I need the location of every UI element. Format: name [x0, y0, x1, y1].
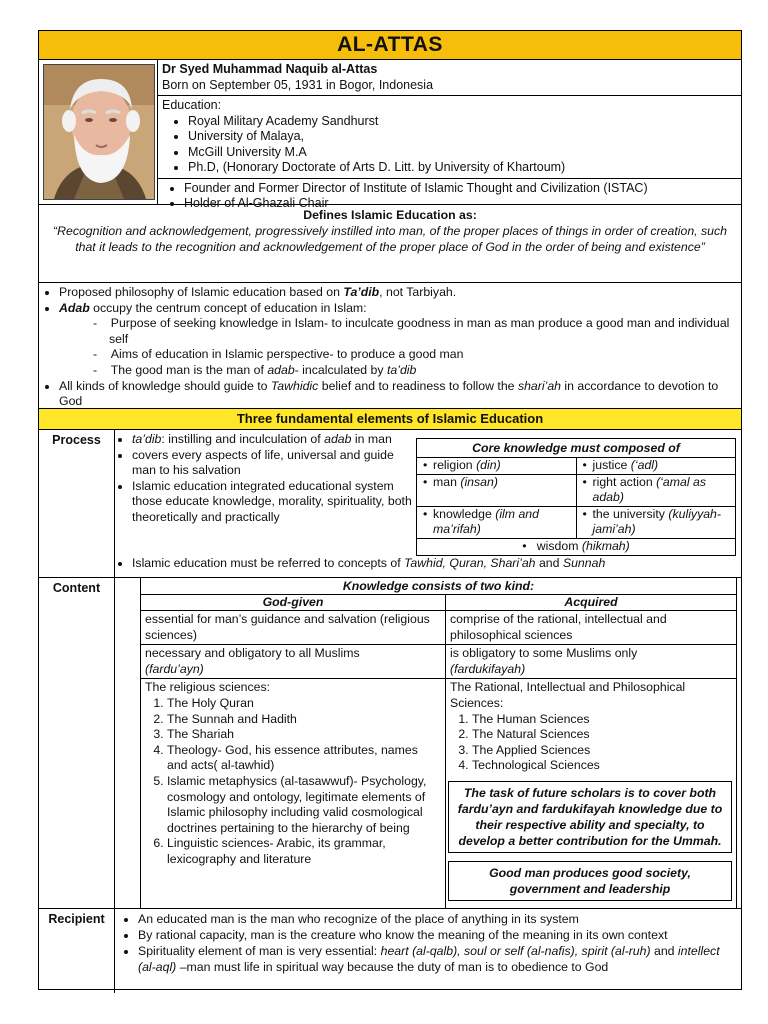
education-item: • Ph.D, (Honorary Doctorate of Arts D. Litt. by University of Khartoum) — [188, 160, 737, 176]
text: Aims of education in Islamic perspective- to produce a good man — [110, 347, 464, 362]
acquired-row — [446, 645, 736, 679]
philosophy-section — [39, 283, 741, 409]
god-given-column — [141, 595, 446, 908]
education-item: • McGill University M.A — [188, 145, 737, 161]
process-last — [118, 556, 741, 572]
term: Tawhidic — [270, 378, 319, 393]
content-body — [116, 578, 741, 908]
acquired-row: comprise of the rational, intellectual and philosophical sciences — [446, 611, 736, 645]
definition-section — [39, 205, 741, 283]
text: justice — [592, 458, 628, 472]
portrait-photo — [43, 64, 155, 200]
core-cell — [417, 507, 576, 538]
term: (ilm and ma’rifah) — [433, 506, 539, 537]
list-item: 3. The Shariah — [167, 727, 441, 743]
core-heading: Core knowledge must composed of — [417, 439, 735, 458]
core-knowledge-box — [416, 438, 736, 556]
philosophy-list — [43, 285, 737, 410]
education-item: • University of Malaya, — [188, 129, 737, 145]
text: Spirituality element of man is very essential: — [138, 944, 381, 958]
list-item: 1. The Holy Quran — [167, 696, 441, 712]
core-cell — [576, 458, 736, 474]
process-item: • Islamic education integrated educational system those educate knowledge, morality, spirituality, both theoretically and practically — [132, 479, 416, 526]
core-row — [417, 475, 735, 507]
term: (‘adl) — [630, 458, 659, 472]
bio-section — [39, 60, 741, 210]
list-intro: The religious sciences: — [145, 680, 271, 695]
text: necessary and obligatory to all Muslims — [145, 646, 360, 661]
core-cell — [417, 458, 576, 474]
term: ta’dib — [132, 432, 162, 446]
education-item: • Royal Military Academy Sandhurst — [188, 114, 737, 130]
list-item: 4. Theology- God, his essence attributes, names and acts( al-tawhid) — [167, 743, 441, 774]
term: (hikmah) — [581, 538, 630, 553]
text: The good man is the man of — [110, 362, 268, 377]
text: : instilling and inculculation of — [161, 432, 325, 446]
definition-heading: Defines Islamic Education as: — [303, 208, 477, 222]
core-cell — [576, 507, 736, 538]
process-item: • covers every aspects of life, universal and guide man to his salvation — [132, 448, 416, 479]
dash-item: - The good man is the man of adab- incalculated by ta’dib — [93, 362, 417, 377]
term: adab — [267, 362, 295, 377]
term: (kuliyyah-jami’ah) — [592, 506, 721, 537]
document-page — [38, 30, 742, 990]
core-row — [417, 507, 735, 539]
text: occupy the centrum concept of education in Islam: — [89, 300, 367, 315]
text: Purpose of seeking knowledge in Islam- to inculcate goodness in man as man produce a good man and individual self — [109, 316, 730, 346]
text: and — [650, 944, 678, 958]
scholars-note: The task of future scholars is to cover both fardu’ayn and fardukifayah knowledge due to their respective ability and specialty, to develop a better contribution for the Ummah. — [448, 781, 732, 853]
page-title: AL-ATTAS — [39, 31, 741, 60]
bio-identity — [158, 60, 741, 96]
role-item: • Holder of Al-Ghazali Chair — [184, 196, 737, 212]
term: (insan) — [460, 474, 498, 489]
god-given-row — [141, 645, 445, 679]
process-section — [39, 430, 741, 578]
text: man — [433, 474, 457, 489]
philosophy-item — [59, 379, 737, 410]
education-list — [162, 114, 737, 176]
text: All kinds of knowledge should guide to — [59, 378, 271, 393]
recipient-label: Recipient — [39, 909, 115, 993]
recipient-section — [39, 909, 741, 993]
text: Proposed philosophy of Islamic education based on — [59, 285, 344, 299]
roles-list — [162, 181, 737, 212]
recipient-list — [116, 909, 741, 977]
text: in man — [351, 432, 392, 446]
text: and — [535, 556, 563, 570]
content-label: Content — [39, 578, 115, 908]
text: in accordance to devotion to God — [59, 378, 719, 409]
religious-sciences — [141, 679, 445, 868]
knowledge-heading: Knowledge consists of two kind: — [141, 578, 736, 595]
list-item: 6. Linguistic sciences- Arabic, its grammar, lexicography and literature — [167, 836, 441, 867]
list-item: 2. The Natural Sciences — [472, 727, 732, 743]
bio-education — [158, 96, 741, 179]
term: Tawhid, Quran, Shari’ah — [404, 556, 536, 570]
text: right action — [592, 474, 653, 489]
term: Adab — [59, 300, 90, 315]
list-item: 1. The Human Sciences — [472, 712, 732, 728]
core-row — [417, 539, 735, 555]
acquired-heading: Acquired — [446, 595, 736, 611]
text: knowledge — [433, 506, 492, 521]
text: religion — [433, 458, 473, 472]
term: adab — [324, 432, 352, 446]
text: is obligatory to some Muslims only — [450, 646, 638, 661]
term: (fardukifayah) — [450, 661, 526, 676]
process-label: Process — [39, 430, 115, 577]
term: heart (al-qalb), soul or self (al-nafis), spirit (al-ruh) — [380, 944, 651, 958]
education-label: Education: — [162, 98, 222, 112]
recipient-item: • By rational capacity, man is the creature who know the meaning of the meaning in its own context — [138, 927, 737, 943]
recipient-body — [116, 909, 741, 993]
core-cell: • wisdom (hikmah) — [522, 538, 630, 553]
process-item — [132, 556, 741, 572]
bio-roles — [158, 179, 741, 214]
dash-item: - Purpose of seeking knowledge in Islam- to inculcate goodness in man as man produce a good man and individual self — [93, 316, 730, 346]
term: intellect (al-aql) — [138, 944, 720, 974]
philosophy-item — [59, 301, 737, 379]
process-item — [132, 432, 416, 448]
dash-item: - Aims of education in Islamic perspective- to produce a good man — [93, 347, 464, 362]
elements-heading: Three fundamental elements of Islamic Education — [39, 409, 741, 430]
content-section — [39, 578, 741, 909]
knowledge-columns — [141, 595, 736, 908]
definition-quote: “Recognition and acknowledgement, progressively instilled into man, of the proper places of things in order of creation, such that it leads to the recognition and acknowledgement of the proper place of God in the order of being and existence” — [53, 224, 727, 254]
term: Ta’dib — [343, 285, 380, 299]
list-item: 2. The Sunnah and Hadith — [167, 712, 441, 728]
term: (fardu’ayn) — [145, 661, 204, 676]
knowledge-box — [140, 578, 737, 908]
text: Islamic education must be referred to concepts of — [132, 556, 405, 570]
list-item: 4. Technological Sciences — [472, 758, 732, 774]
recipient-item — [138, 943, 737, 975]
process-body — [116, 430, 741, 577]
core-cell — [417, 475, 576, 506]
good-man-note: Good man produces good society, government and leadership — [448, 861, 732, 901]
text: - incalculated by — [294, 362, 387, 377]
bio-details — [157, 60, 741, 210]
list-item: 3. The Applied Sciences — [472, 743, 732, 759]
portrait-image — [44, 65, 154, 199]
term: ta’dib — [386, 362, 417, 377]
recipient-item: • An educated man is the man who recognize of the place of anything in its system — [138, 911, 737, 927]
philosophy-item — [59, 285, 737, 301]
religious-list — [145, 696, 441, 868]
bio-name: Dr Syed Muhammad Naquib al-Attas — [162, 62, 378, 76]
list-intro: The Rational, Intellectual and Philosophical Sciences: — [450, 680, 686, 710]
dash-list — [59, 316, 737, 378]
bio-born: Born on September 05, 1931 in Bogor, Indonesia — [162, 77, 434, 92]
term: (‘amal as adab) — [592, 474, 706, 505]
text: wisdom — [536, 538, 579, 553]
term: (din) — [476, 458, 501, 472]
term: Sunnah — [562, 556, 606, 570]
god-given-row: essential for man’s guidance and salvation (religious sciences) — [141, 611, 445, 645]
rational-sciences — [446, 679, 736, 775]
rational-list — [450, 712, 732, 774]
acquired-column — [446, 595, 736, 908]
core-row — [417, 458, 735, 475]
god-given-heading: God-given — [141, 595, 445, 611]
text: –man must life in spiritual way because the duty of man is to obedience to God — [176, 960, 609, 974]
term: shari’ah — [517, 378, 562, 393]
list-item: 5. Islamic metaphysics (al-tasawwuf)- Psychology, cosmology and ontology, legitimate elements of Islamic philosophy including valid cosmological doctrines pertaining to the hierarchy of being — [167, 774, 441, 836]
process-list — [116, 430, 420, 528]
text: the university — [592, 506, 665, 521]
core-cell — [576, 475, 736, 506]
role-item: • Founder and Former Director of Institute of Islamic Thought and Civilization (ISTAC) — [184, 181, 737, 197]
text: , not Tarbiyah. — [379, 285, 457, 299]
text: belief and to readiness to follow the — [318, 378, 518, 393]
